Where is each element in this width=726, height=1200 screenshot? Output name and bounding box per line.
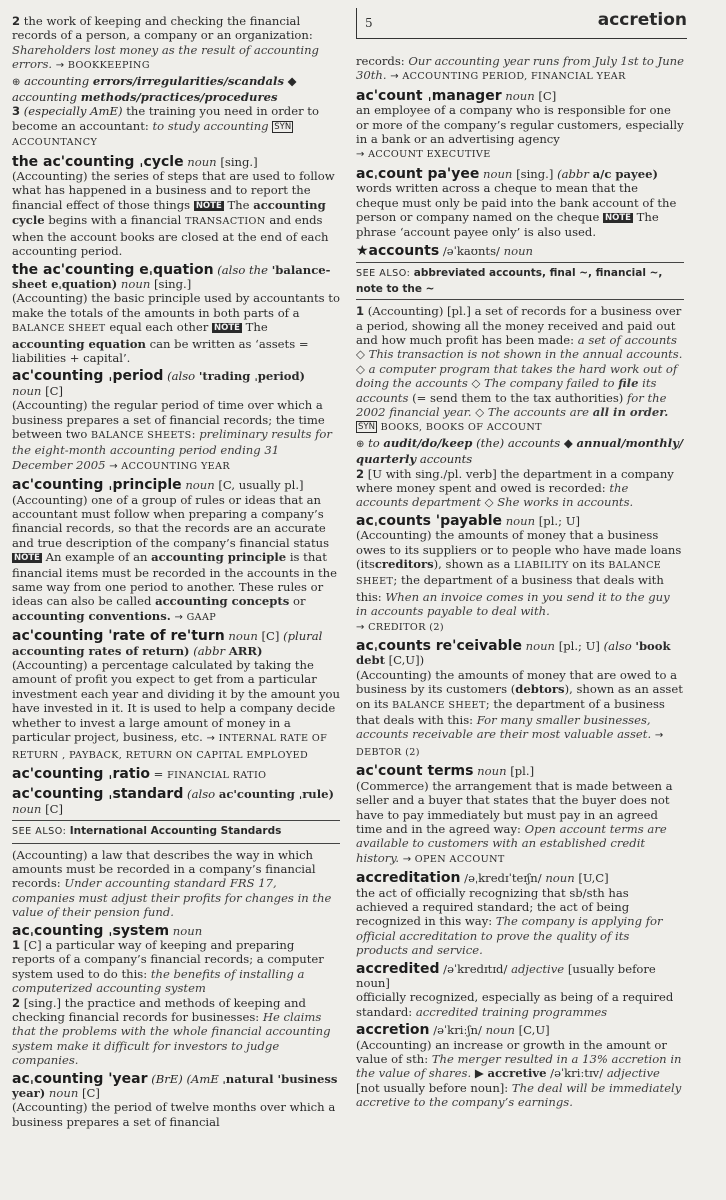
definition: (Accounting) the basic principle used by accountants to make the totals of the amounts in both parts of a [12,291,340,320]
note-text: can be written as ‘assets = liabilities + capital’. [12,336,309,365]
note-text: and ends when the account books are closed at the end of each accounting period. [12,213,329,259]
cross-reference: INTERNAL RATE OF RETURN , PAYBACK, RETURN ON CAPITAL EMPLOYED [12,733,328,761]
synonym-tag: SYN [358,422,375,433]
note-tag: NOTE [213,323,240,334]
grammar-label: [U,C] [578,871,609,886]
plural-label: (plural [283,629,323,644]
entry-accounts-payable [356,514,684,635]
collocation-plus-icon: ⊕ [12,76,21,88]
see-also-label: SEE ALSO: [356,268,411,280]
cross-reference: ACCOUNTING PERIOD, FINANCIAL YEAR [402,71,626,83]
region-label: (BrE) [151,1071,183,1086]
collocation: to [368,435,380,450]
cross-reference: ACCOUNTING YEAR [121,460,231,472]
note-tag: NOTE [195,200,222,211]
headword: ac'counting ˌprinciple [12,477,182,494]
definition: ; the department of a business that deals with this: [356,573,664,604]
example: He claims that the problems with the whole financial accounting system make it difficult for investors to judge companies. [12,1010,331,1068]
also-label: (also the [217,262,268,277]
alternate-headword: ˌnatural 'business year) [12,1071,338,1101]
entry-accounting-rate-of-return [12,629,340,763]
plural-form: accounting rates of return) [12,643,190,658]
part-of-speech: noun [545,871,575,886]
definition: the act of officially recognizing that sb/sth has achieved a required standard; the act of being recognized in this way: [356,885,630,929]
entry-accretion [356,1023,684,1109]
definition: (Accounting) the amounts of money that are owed to a business by its customers ( [356,667,678,697]
also-label: (also [187,787,216,802]
definition: (Accounting) the series of steps that are used to follow what has happened in a business and to report the financial effect of those things [12,169,335,212]
grammar-label: [C] [538,88,557,103]
note-text: begins with a financial [48,213,182,228]
see-also-box [356,262,684,300]
definition: [U with sing./pl. verb] the department in a company where money spent and owed is recorded: [356,466,674,495]
definition: (Accounting) the period of twelve months over which a business prepares a set of financial [12,1100,336,1129]
definition: (Accounting) a percentage calculated by taking the amount of profit you expect to get from a particular investment each year and dividing it by the amount you have invested in it. It is used to help a company decide whether to invest a large amount of money in a particular project, business, etc. [12,658,340,745]
definition-xref: BALANCE SHEET [392,699,486,711]
entry-accounts-receivable [356,639,684,760]
headword: acˌcounts re'ceivable [356,638,522,655]
grammar-label: [C] [45,801,63,816]
sense-number: 1 [356,304,365,319]
cross-reference: CREDITOR (2) [368,621,445,633]
see-also-links: International Accounting Standards [69,825,282,838]
abbr-label: (abbr [557,166,589,181]
alternate-headword: 'balance-sheet eˌquation) [12,262,331,291]
entry-accounting-year [12,1072,340,1130]
example: The merger resulted in a 13% accretion in the value of shares. [356,1052,682,1081]
collocation: accounting [24,73,90,88]
example-term: file [618,376,639,391]
entry-accounting-ratio [12,767,340,783]
collocation: accounting [12,90,78,105]
headword: accredited [356,960,440,977]
example: The deal will be immediately accretive to the company’s earnings. [356,1080,682,1110]
see-also-label: SEE ALSO: [12,826,67,838]
cross-reference: FINANCIAL RATIO [167,769,267,781]
note-xref: TRANSACTION [184,216,266,228]
cross-reference: DEBTOR (2) [356,746,420,758]
also-label: (also [603,639,632,654]
grammar-label: [sing.] [516,166,554,181]
grammar-label: [C, usually pl.] [218,478,304,493]
part-of-speech: adjective [511,961,565,976]
collocation: (the) accounts [476,435,561,450]
definition: (Accounting) [pl.] a set of records for a business over a period, showing all the money received and paid out and how much profit has been made: [356,304,682,347]
note-text: or [292,594,306,609]
part-of-speech: noun [483,166,513,181]
note-text: The phrase ‘account payee only’ is also used. [356,210,659,240]
entry-account-terms [356,764,684,867]
entry-accounting-standard [12,787,340,919]
grammar-label: [C] [45,383,63,398]
entry-accounting-system [12,924,340,1068]
grammar-label: [not usually before noun]: [356,1080,509,1095]
xref-arrow-icon: → [356,149,365,161]
entry-accounts: ★accounts /əˈkaʊnts/ noun SEE ALSO: abbreviated accounts, final ~, financial ~, note to the ~ 1 (Accounting) [pl.] a set of records for a business over a period, showing all the money received and paid out and how much profit has been made: a set of accounts ◇ This transaction is not shown in the annual accounts. ◇ a computer program that takes the hard work out of doing the accounts ◇ The company failed to file its accounts (= send them to the tax authorities) for the 2002 financial year. ◇ The accounts are all in order. SYN BOOKS, BOOKS OF ACCOUNT ⊕ to audit/do/keep (the) accounts ◆ annual/monthly/ quarterly accounts 2 [U with sing./pl. verb] the department in a company where money spent and owed is recorded: the accounts department ◇ She works in accounts. [356,242,684,510]
entry-accredited [356,962,684,1020]
definition: records: [356,54,405,68]
example-term: all in order. [592,404,669,419]
part-of-speech: noun [505,513,536,528]
example: a set of accounts ◇ This transaction is not shown in the annual accounts. ◇ a computer program that takes the hard work out of doing the accounts ◇ The company failed to [356,332,683,391]
note-text: is that financial items must be recorded in the accounts in the same way from one period to another. These rules or ideas can also be called [12,550,337,609]
abbreviation: ARR) [228,643,263,658]
gloss: (= send them to the tax authorities) [412,390,624,405]
synonym: ACCOUNTANCY [12,137,98,149]
part-of-speech: noun [187,154,217,169]
definition: [C] a particular way of keeping and preparing reports of a company’s financial records; a computer system used to do this: [12,937,324,981]
note-tag: NOTE [14,553,40,564]
example: When an invoice comes in you send it to the guy in accounts payable to deal with. [356,589,670,619]
derivative-headword: accretive [487,1066,547,1081]
entry-accounting-principle [12,478,340,625]
pronunciation: /əˌkredɪˈteɪʃn/ [464,871,542,886]
pronunciation: /əˈkaʊnts/ [442,243,500,258]
part-of-speech: noun [477,764,507,779]
grammar-label: [C,U]) [388,653,425,668]
note-term: accounting concepts [155,594,290,609]
see-also-box [12,820,340,843]
synonym-tag: SYN [274,121,292,132]
example: the benefits of installing a computerized accounting system [12,966,305,996]
definition: on its [572,557,605,571]
see-also-links: abbreviated accounts, final ~, financial ~, note to the ~ [356,267,663,295]
xref-arrow-icon: → [174,611,183,623]
guide-word: accretion [597,10,687,30]
part-of-speech: noun [228,629,258,644]
note-term: accounting cycle [12,197,326,228]
headword: acˌcount pa'yee [356,165,480,182]
xref-arrow-icon: → [654,730,664,742]
entry-account-payee [356,167,684,240]
cross-reference: BOOKKEEPING [67,60,150,72]
abbreviation: a/c payee) [592,166,659,181]
entry-accounting-equation [12,263,340,366]
pronunciation: /əˈkriːtɪv/ [550,1066,604,1081]
definition-term: creditors [374,557,434,571]
part-of-speech: noun [48,1086,79,1101]
grammar-label: [sing.] [153,276,192,291]
definition: (Accounting) the amounts of money that a business owes to its suppliers or to people who have made loans (its [356,528,682,571]
part-of-speech: adjective [606,1066,660,1081]
example: the accounts department ◇ She works in accounts. [356,480,634,510]
definition: (Accounting) an increase or growth in the amount or value of sth: [356,1037,667,1066]
definition-term: debtors [515,682,565,697]
xref-arrow-icon: → [109,460,118,472]
entry-accounting-year-continued [356,54,684,85]
usage-label: (especially AmE) [23,104,123,119]
entry-account-manager [356,89,684,163]
xref-arrow-icon: → [402,853,412,865]
example: for the 2002 financial year. ◇ The accounts are [356,390,667,419]
region-label: (AmE [186,1071,219,1086]
note-text: An example of an [45,550,148,565]
part-of-speech: noun [503,243,534,258]
example: Our accounting year runs from July 1st to June 30th. [356,54,684,83]
definition-xref: BALANCE SHEET [12,323,106,335]
note-term: accounting conventions. [12,608,171,623]
headword: ac'counting ˌratio [12,765,150,782]
example: accredited training programmes [415,1004,608,1019]
headword: ac'counting 'rate of re'turn [12,628,225,645]
alternate-headword: 'trading ˌperiod) [198,369,306,384]
headword: ac'count terms [356,763,474,780]
definition: [sing.] the practice and methods of keeping and checking financial records for businesses: [12,995,306,1024]
example: Under accounting standard FRS 17, companies must adjust their profits for changes in the value of their pension fund. [12,876,332,920]
definition: equal each other [109,320,209,335]
sense-number: 1 [12,937,21,952]
example: to study accounting [152,118,269,133]
headword: accreditation [356,870,461,887]
part-of-speech: noun [12,801,42,816]
part-of-speech: noun [172,923,203,938]
note-term: accounting equation [12,336,146,351]
headword: ★accounts [356,242,440,259]
part-of-speech: noun [120,276,151,291]
collocation: audit/do/keep [383,435,473,450]
alternate-headword: ac'counting ˌrule) [218,787,334,802]
grammar-label: [C] [261,629,280,644]
grammar-label: [pl.] [510,764,535,779]
entry-accounting-period: ac'counting ˌperiod (also 'trading ˌperiod) noun [C] (Accounting) the regular period of time over which a business prepares a set of financial records; the time between two BALANCE SHEETS: preliminary results for the eight-month accounting period ending 31 December 2005 → ACCOUNTING YEAR [12,368,332,472]
xref-arrow-icon: → [356,621,365,633]
definition: officially recognized, especially as being of a required standard: [356,990,674,1019]
pronunciation: /əˈkredɪtɪd/ [443,961,508,976]
definition-xref: BALANCE SHEETS [91,429,192,441]
example: The company is applying for official accreditation to prove the quality of its products and service. [356,914,663,958]
sense-number: 2 [12,14,21,28]
equals-sign: = [153,766,164,781]
grammar-label: [C,U] [518,1023,550,1038]
definition: words written across a cheque to mean that the cheque must only be paid into the bank account of the person or company named on the cheque [356,181,677,225]
xref-arrow-icon: → [206,733,215,745]
collocation: methods/practices/procedures [80,90,278,105]
cross-reference: ACCOUNT EXECUTIVE [368,149,491,161]
headword: acˌcounting ˌsystem [12,922,170,939]
note-text: The [227,197,250,212]
example: preliminary results for the eight-month accounting period ending 31 December 2005 [12,426,332,472]
definition: ; the department of a business that deals with this: [356,696,665,728]
collocation-plus-icon: ⊕ [356,438,365,450]
definition-xref: LIABILITY [514,560,569,571]
definition-xref: BALANCE SHEET [356,560,662,588]
headword: the ac'counting eˌquation [12,261,214,278]
alternate-headword: 'book debt [356,639,671,668]
grammar-label: [usually before noun] [356,961,656,990]
note-term: accounting principle [151,550,287,565]
headword: accretion [356,1022,430,1039]
grammar-label: [pl.; U] [538,513,580,528]
collocation: accounts [419,452,473,467]
definition: (Commerce) the arrangement that is made between a seller and a buyer that states that the buyer does not have to pay immediately but must pay in an agreed time and in the agreed way: [356,778,673,836]
headword: acˌcounts 'payable [356,512,502,529]
definition: ), shown as an asset on its [356,682,683,711]
sense-number: 3 [12,104,21,119]
example: Open account terms are available to customers with an established credit history. [356,821,667,865]
derivative-marker-icon: ▶ [474,1066,484,1081]
also-label: (also [167,369,196,384]
definition: (Accounting) one of a group of rules or ideas that an accountant must follow when preparing a company’s financial records, so that the records are an accurate and true description of the company’s financial status [12,492,330,550]
grammar-label: [C] [82,1086,100,1101]
headword: ac'count ˌmanager [356,87,502,104]
example: its accounts [356,376,657,405]
synonym: BOOKS, BOOKS OF ACCOUNT [380,422,542,434]
definition: the work of keeping and checking the financial records of a person, a company or an organization: [12,14,313,43]
example: For many smaller businesses, accounts receivable are their most valuable asset. [356,713,652,742]
definition: ), shown as a [433,557,511,571]
note-tag: NOTE [605,213,631,224]
definition: the training you need in order to become an accountant: [12,104,319,133]
xref-arrow-icon: → [55,60,65,72]
page-number: 5 [365,16,373,30]
sense-number: 2 [12,995,21,1010]
sense-number: 2 [356,466,365,481]
collocation: errors/irregularities/scandals [92,73,284,88]
part-of-speech: noun [505,88,535,103]
page-header [356,8,687,39]
headword: the ac'counting ˌcycle [12,153,184,170]
xref-arrow-icon: → [390,71,399,83]
part-of-speech: noun [485,1023,515,1038]
entry-accounting-cycle [12,155,340,259]
cross-reference: GAAP [186,611,217,623]
headword: ac'counting ˌperiod [12,368,164,385]
right-column [356,54,684,1114]
cross-reference: OPEN ACCOUNT [414,853,505,865]
definition: (Accounting) a law that describes the way in which amounts must be recorded in a company’s financial records: [12,847,316,891]
part-of-speech: noun [525,639,556,654]
pronunciation: /əˈkriːʃn/ [433,1023,482,1038]
headword: ac'counting ˌstandard [12,786,184,803]
grammar-label: [pl.; U] [558,639,600,654]
left-column [12,14,340,1133]
grammar-label: [sing.] [220,154,258,169]
abbr-label: (abbr [193,643,226,658]
entry-accreditation [356,871,684,957]
part-of-speech: noun [185,478,215,493]
definition: (Accounting) the regular period of time over which a business prepares a set of financial records; the time between two [12,398,325,441]
entry-accounting-continued: 2 the work of keeping and checking the financial records of a person, a company or an organization: Shareholders lost money as the result of accounting errors. → BOOKKEEPING ⊕ accounting errors/irregularities/scandals ◆ accounting methods/practices/procedures 3 (especially AmE) the training you need in order to become an accountant: to study accounting SYN ACCOUNTANCY [12,14,319,149]
example: Shareholders lost money as the result of accounting errors. [12,42,319,72]
headword: acˌcounting 'year [12,1070,148,1087]
collocation: annual/monthly/ quarterly [356,435,684,467]
note-text: The [245,320,268,335]
part-of-speech: noun [12,383,42,398]
definition: an employee of a company who is responsible for one or more of the company’s regular customers, especially in a bank or an advertising agency [356,103,684,147]
